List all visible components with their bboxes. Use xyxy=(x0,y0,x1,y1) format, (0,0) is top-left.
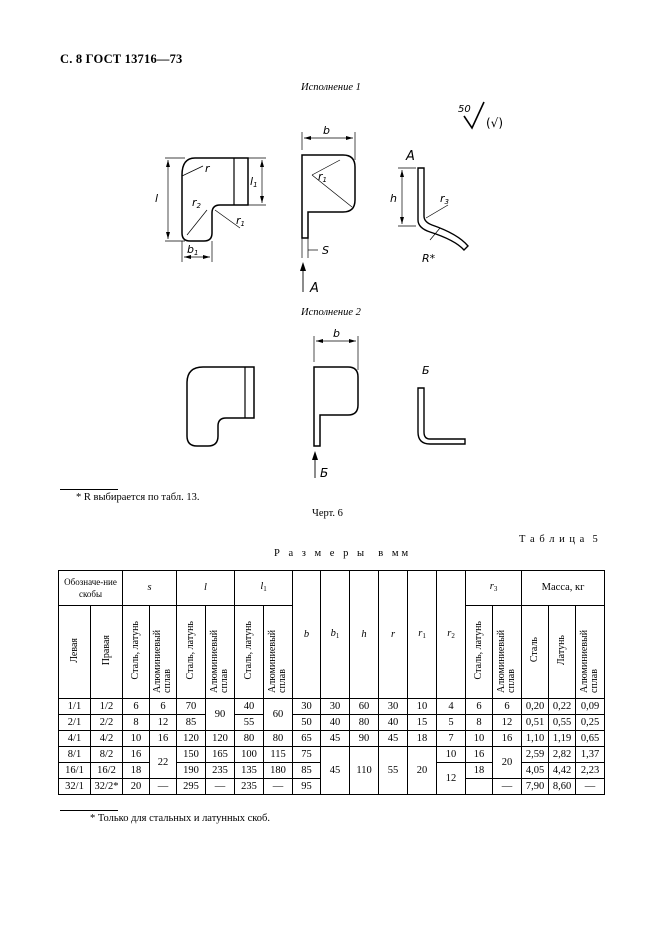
dimensions-table xyxy=(58,570,605,795)
col-mass-brass: Латунь xyxy=(549,606,576,699)
col-left: Левая xyxy=(59,606,91,699)
label-h: h xyxy=(390,192,397,205)
label-b1: b1 xyxy=(187,243,199,257)
col-b1: $b_1$ xyxy=(321,571,350,699)
col-r2: $r_2$ xyxy=(437,571,466,699)
col-s-steel: Сталь, латунь xyxy=(123,606,150,699)
label-r1: r1 xyxy=(236,214,245,228)
col-l-steel: Сталь, латунь xyxy=(177,606,206,699)
col-r3: $r_3$ xyxy=(466,571,522,606)
figure-footnote: * R выбирается по табл. 13. xyxy=(76,492,200,503)
table-row: 32/1 32/2* 20 — 295 — 235 — 95 — 7,90 8,60 — xyxy=(59,779,605,795)
col-r1: $r_1$ xyxy=(408,571,437,699)
table-footnote: * Только для стальных и латунных скоб. xyxy=(90,813,271,824)
label-r1b: r1 xyxy=(318,170,327,184)
label-b-arrow: Б xyxy=(320,466,329,480)
table-row: 2/1 2/2 8 12 85 55 50 40 80 40 15 5 8 12 0,51 0,55 0,25 xyxy=(59,715,605,731)
table-number: Т а б л и ц а 5 xyxy=(519,534,599,545)
label-b-top: Б xyxy=(422,364,430,377)
col-l1-steel: Сталь, латунь xyxy=(235,606,264,699)
label-r2: r2 xyxy=(192,196,201,210)
col-r3-steel: Сталь, латунь xyxy=(466,606,493,699)
roughness-value: 50 xyxy=(458,104,471,115)
table-row: 4/1 4/2 10 16 120 120 80 80 65 45 90 45 18 7 10 16 1,10 1,19 0,65 xyxy=(59,731,605,747)
label-s: S xyxy=(322,244,329,257)
label-l: l xyxy=(155,192,159,205)
table-row: 16/1 16/2 18 190 235 135 180 85 12 18 4,05 4,42 2,23 xyxy=(59,763,605,779)
roughness-paren: (√) xyxy=(486,116,504,130)
col-l1-al: Алюминиевый сплав xyxy=(264,606,293,699)
col-r: r xyxy=(379,571,408,699)
page-header: С. 8 ГОСТ 13716—73 xyxy=(60,52,183,66)
label-a-top: A xyxy=(406,149,415,164)
table-row: 1/1 1/2 6 6 70 90 40 60 30 30 60 30 10 4 6 6 0,20 0,22 0,09 xyxy=(59,699,605,715)
col-r3-al: Алюминиевый сплав xyxy=(493,606,522,699)
col-h: h xyxy=(350,571,379,699)
col-b: b xyxy=(293,571,321,699)
col-mass-steel: Сталь xyxy=(522,606,549,699)
col-mass-al: Алюминиевый сплав xyxy=(576,606,605,699)
label-l1: l1 xyxy=(250,175,258,189)
label-r: r xyxy=(205,162,210,175)
version-1-label: Исполнение 1 xyxy=(301,82,361,93)
col-s-al: Алюминиевый сплав xyxy=(150,606,177,699)
table-row: 8/1 8/2 16 22 150 165 100 115 75 45 110 55 20 10 16 20 2,59 2,82 1,37 xyxy=(59,747,605,763)
col-mass: Масса, кг xyxy=(522,571,605,606)
col-right: Правая xyxy=(91,606,123,699)
label-r-star: R* xyxy=(422,252,436,265)
label-b2: b xyxy=(333,327,340,340)
col-l-al: Алюминиевый сплав xyxy=(206,606,235,699)
col-l: l xyxy=(177,571,235,606)
col-designation: Обозначе-ние скобы xyxy=(59,571,123,606)
figure-caption: Черт. 6 xyxy=(312,508,343,519)
col-s: s xyxy=(123,571,177,606)
col-l1: $l_1$ xyxy=(235,571,293,606)
label-r3: r3 xyxy=(440,192,449,206)
version-2-label: Исполнение 2 xyxy=(301,307,361,318)
table-title: Р а з м е р ы в мм xyxy=(274,548,412,559)
label-b: b xyxy=(323,124,330,137)
label-a-arrow: A xyxy=(310,281,319,296)
